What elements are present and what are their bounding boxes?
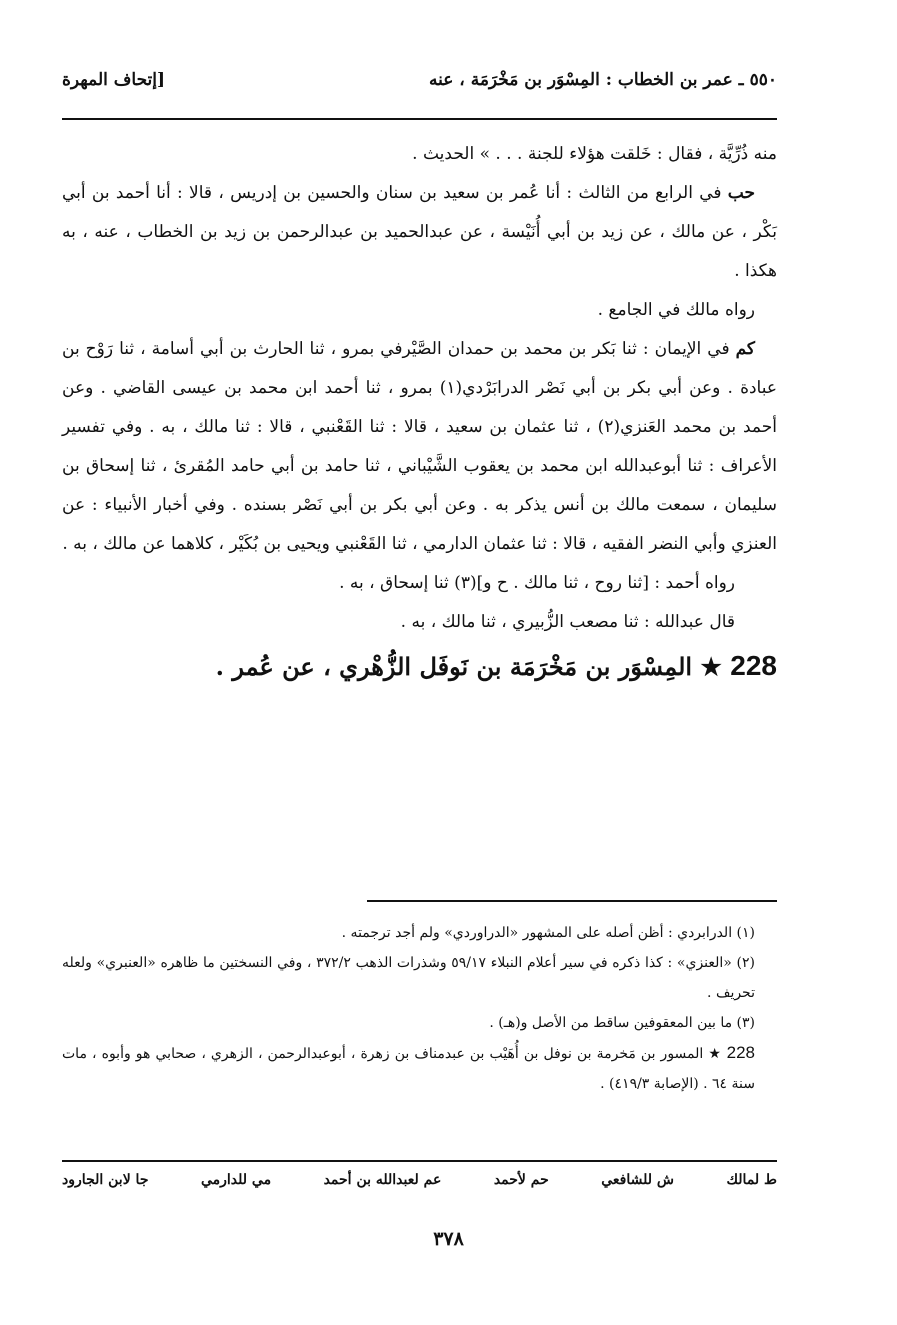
header-title: ٥٥٠ ـ عمر بن الخطاب : المِسْوَر بن مَخْرَمَة ، عنه — [429, 70, 777, 90]
sigla-rule — [62, 1160, 777, 1162]
paragraph: منه ذُرِّيَّة ، فقال : خَلقت هؤلاء للجنة . . . » الحديث . — [412, 144, 777, 164]
siglum: حب — [727, 183, 755, 203]
footnote: (٣) ما بين المعقوفين ساقط من الأصل و(هـ) . — [489, 1015, 755, 1031]
paragraph: حب في الرابع من الثالث : أنا عُمر بن سعيد بن سنان والحسين بن إدريس ، قالا : أنا أحمد بن أبي بَكْر ، عن مالك ، عن زيد بن أبي أُنَيْسة ، عن عبدالحميد بن عبدالرحمن بن زيد بن الخطاب ، عنه ، به هكذا . — [62, 183, 777, 281]
siglum-key: عم لعبدالله بن أحمد — [323, 1172, 442, 1188]
footnotes — [62, 918, 777, 1099]
footnote-rule — [367, 900, 777, 902]
siglum-key: حم لأحمد — [493, 1172, 549, 1188]
entry-heading — [62, 642, 777, 691]
entry-title: ★ المِسْوَر بن مَخْرَمَة بن نَوفَل الزُّهْري ، عن عُمر . — [215, 652, 722, 681]
footnote-entry-number: 228 — [726, 1043, 755, 1062]
siglum-key: جا لابن الجارود — [62, 1172, 149, 1188]
footnote: (٢) «العنزي» : كذا ذكره في سير أعلام النبلاء ٥٩/١٧ وشذرات الذهب ٣٧٢/٢ ، وفي النسختين ما ظاهره «العنبري» ولعله تحريف . — [62, 955, 756, 1001]
paragraph: رواه أحمد : [ثنا روح ، ثنا مالك . ح و](٣) ثنا إسحاق ، به . — [339, 573, 735, 593]
siglum-key: ط لمالك — [726, 1172, 777, 1188]
siglum: كم — [735, 339, 755, 359]
sigla-key — [62, 1172, 777, 1198]
paragraph: كم في الإيمان : ثنا بَكر بن محمد بن حمدان الصَّيْرفي بمرو ، ثنا الحارث بن أبي أسامة ، ثنا رَوْح بن عبادة . وعن أبي بكر بن أبي نَصْر الدرابَرْدي(١) بمرو ، ثنا أحمد ابن محمد بن عيسى القاضي . وعن أحمد بن محمد العَنزي(٢) ، ثنا عثمان بن سعيد ، قالا : ثنا القَعْنبي ، قالا : ثنا مالك ، به . وفي تفسير الأعراف : ثنا أبوعبدالله ابن محمد بن يعقوب الشَّيْباني ، ثنا حامد بن أبي حامد المُقرئ ، ثنا إسحاق بن سليمان ، سمعت مالك بن أنس يذكر به . وعن أبي بكر بن أبي نَصْر بسنده . وفي أخبار الأنبياء : عن العنزي وأبي النضر الفقيه ، قالا : ثنا عثمان الدارمي ، ثنا القَعْنبي ويحيى بن بُكَيْر ، كلاهما عن مالك ، به . — [62, 339, 777, 554]
header-rule — [62, 118, 777, 120]
running-header — [62, 70, 777, 100]
siglum-key: مي للدارمي — [200, 1172, 272, 1188]
entry-number: 228 — [730, 650, 777, 681]
paragraph: قال عبدالله : ثنا مصعب الزُّبيري ، ثنا مالك ، به . — [400, 612, 735, 632]
main-text — [62, 135, 777, 691]
header-book-name: [إتحاف المهرة — [62, 70, 166, 90]
page-number: ٣٧٨ — [433, 1228, 464, 1250]
siglum-key: ش للشافعي — [601, 1172, 674, 1188]
paragraph: رواه مالك في الجامع . — [597, 300, 755, 320]
footnote: (١) الدرابردي : أظن أصله على المشهور «الدراوردي» ولم أجد ترجمته . — [341, 925, 755, 941]
footnote-entry: 228 ★ المسور بن مَخرمة بن نوفل بن أُهَيْب بن عبدمناف بن زهرة ، أبوعبدالرحمن ، الزهري ، صحابي هو وأبوه ، مات سنة ٦٤ . (الإصابة ٤١٩/٣) . — [62, 1043, 755, 1092]
